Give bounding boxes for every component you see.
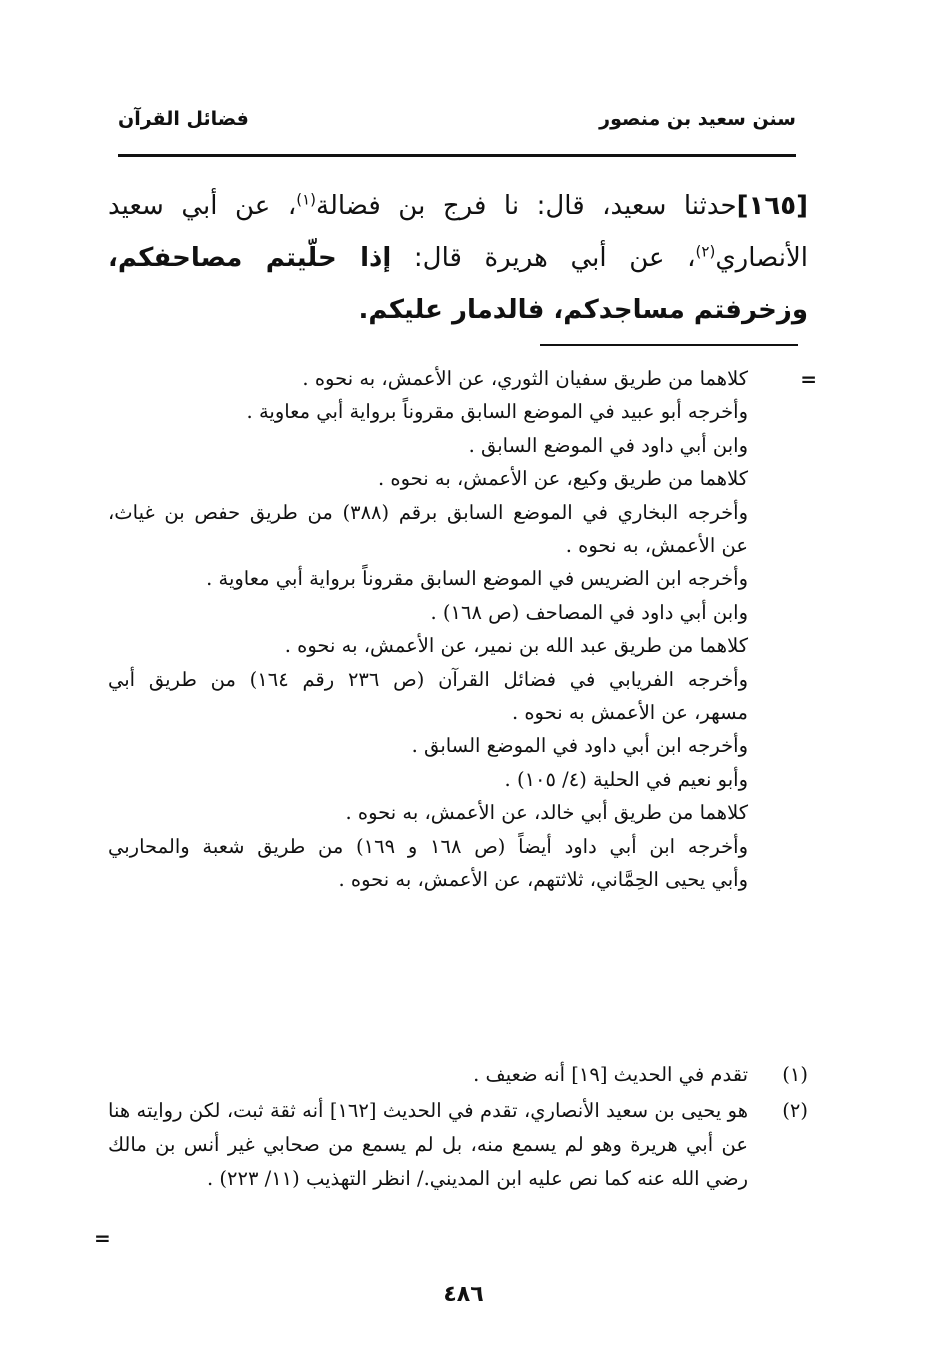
- hadith-isnad-part3: ، عن أبي هريرة قال:: [391, 243, 696, 273]
- note-line: وابن أبي داود في المصاحف (ص ١٦٨) .: [430, 600, 748, 624]
- book-title: سنن سعيد بن منصور: [599, 108, 796, 130]
- note-line: وأخرجه أبو عبيد في الموضع السابق مقروناً برواية أبي معاوية .: [246, 400, 748, 424]
- section-title: فضائل القرآن: [118, 108, 249, 130]
- footnotes: [108, 1058, 808, 1198]
- running-header: [118, 108, 796, 148]
- note-line: وأبو نعيم في الحلية (٤/ ١٠٥) .: [504, 767, 748, 791]
- header-rule: [118, 154, 796, 157]
- hadith-matn: إذا حلّيتم مصاحفكم، وزخرفتم مساجدكم، فالدمار عليكم.: [108, 243, 808, 325]
- note-line: وأخرجه ابن أبي داود في الموضع السابق .: [411, 734, 748, 758]
- footnote-ref-1[interactable]: (١): [296, 190, 317, 209]
- note-line: وأخرجه الفريابي في فضائل القرآن (ص ٢٣٦ رقم ١٦٤) من طريق أبي: [108, 667, 748, 691]
- note-line: كلاهما من طريق سفيان الثوري، عن الأعمش، به نحوه .: [302, 367, 748, 390]
- hadith-text: [108, 180, 808, 336]
- note-line: وأخرجه البخاري في الموضع السابق برقم (٣٨٨) من طريق حفص بن غياث،: [108, 500, 748, 524]
- footnote-separator: [540, 344, 798, 346]
- note-line: كلاهما من طريق وكيع، عن الأعمش، به نحوه .: [378, 467, 748, 491]
- footnote-2: [108, 1094, 808, 1196]
- hadith-isnad-part1: حدثنا سعيد، قال: نا فرج بن فضالة: [316, 191, 737, 221]
- hadith-isnad-part2: ، عن أبي سعيد الأنصاري: [108, 191, 808, 273]
- footnote-1: [108, 1058, 808, 1092]
- note-line: كلاهما من طريق أبي خالد، عن الأعمش، به نحوه .: [345, 801, 748, 825]
- footnote-text: هو يحيى بن سعيد الأنصاري، تقدم في الحديث [١٦٢] أنه ثقة ثبت، لكن روايته هنا عن أبي هريرة وهو لم يسمع منه، بل لم يسمع من صحابي غير أنس بن مالك رضي الله عنه كما نص عليه ابن المديني./ انظر التهذيب (١١/ ٢٢٣) .: [108, 1099, 748, 1190]
- note-line: مسهر، عن الأعمش به نحوه .: [511, 701, 748, 725]
- footnote-number: (١): [782, 1063, 808, 1086]
- note-line: وأخرجه ابن الضريس في الموضع السابق مقروناً برواية أبي معاوية .: [206, 567, 748, 591]
- footnote-text: تقدم في الحديث [١٩] أنه ضعيف .: [473, 1063, 748, 1086]
- continued-notes: [108, 362, 808, 897]
- note-line: وابن أبي داود في الموضع السابق .: [468, 433, 748, 457]
- continuation-marker: =: [800, 367, 817, 391]
- note-line: عن الأعمش، به نحوه .: [565, 534, 748, 558]
- hadith-number: [١٦٥]: [736, 191, 808, 221]
- note-line: وأخرجه ابن أبي داود أيضاً (ص ١٦٨ و ١٦٩) من طريق شعبة والمحاربي: [108, 834, 748, 858]
- footnote-ref-2[interactable]: (٢): [695, 242, 716, 261]
- footnote-number: (٢): [782, 1099, 808, 1122]
- note-line: وأبي يحيى الحِمَّاني، ثلاثتهم، عن الأعمش، به نحوه .: [338, 868, 748, 892]
- note-line: كلاهما من طريق عبد الله بن نمير، عن الأعمش، به نحوه .: [284, 634, 748, 658]
- page-number: ٤٨٦: [443, 1282, 484, 1307]
- continuation-marker-end: =: [94, 1226, 111, 1250]
